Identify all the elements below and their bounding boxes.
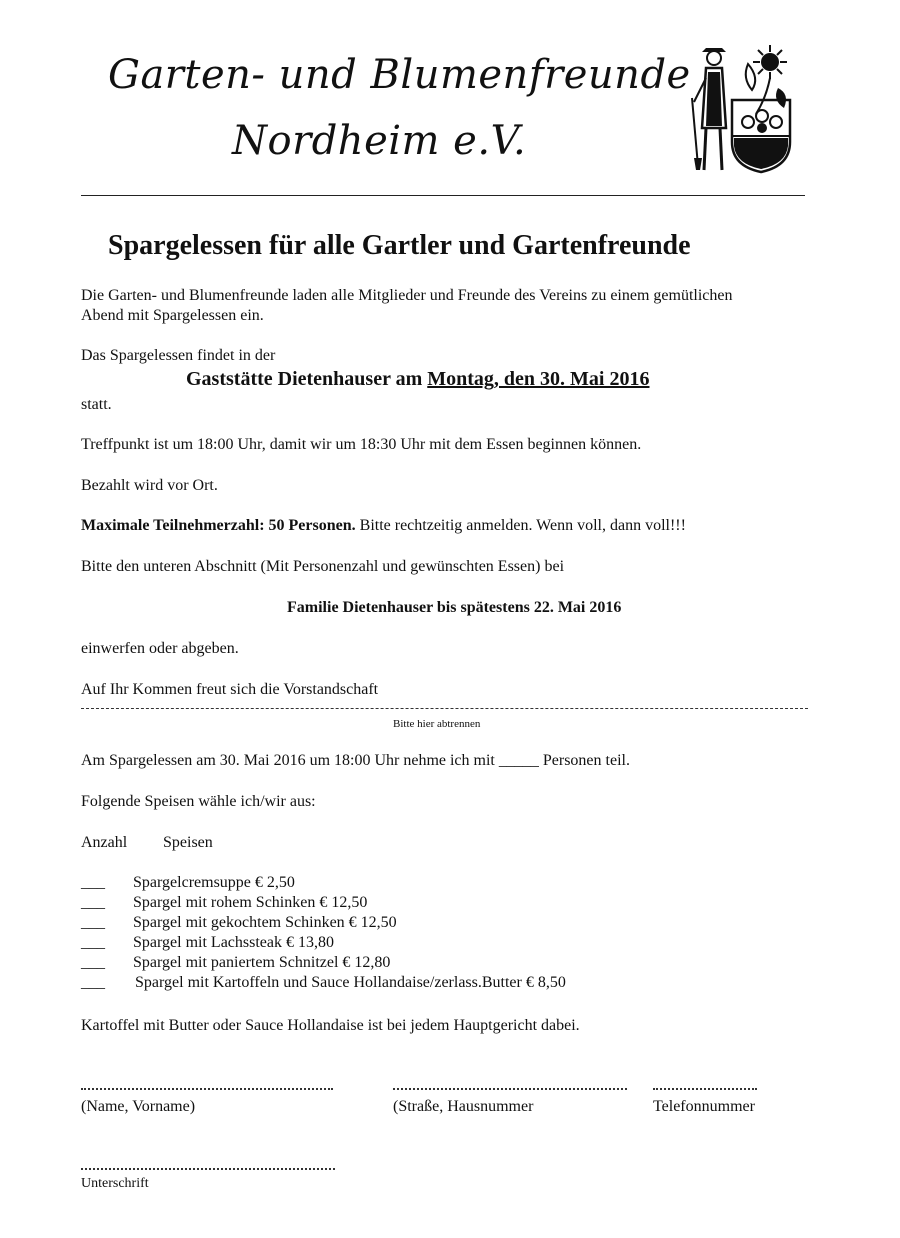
name-field-label: (Name, Vorname) [81,1098,196,1115]
phone-input-line[interactable] [653,1088,757,1090]
attendance-line [81,751,630,771]
menu-item-count-field[interactable]: ___ [81,934,105,951]
meeting-time: Treffpunkt ist um 18:00 Uhr, damit wir um 18:30 Uhr mit dem Essen beginnen können. [81,436,642,453]
menu-item-label: Spargel mit paniertem Schnitzel € 12,80 [133,954,391,971]
capacity-note [81,516,686,536]
menu-item-count-field[interactable]: ___ [81,874,105,891]
choose-dishes: Folgende Speisen wähle ich/wir aus: [81,793,316,810]
drop-off-note: einwerfen oder abgeben. [81,640,239,657]
signature-label: Unterschrift [81,1176,149,1191]
page-title: Spargelessen für alle Gartler und Gartenfreunde [108,230,691,261]
menu-item [81,954,390,972]
attendance-suffix: Personen teil. [538,752,630,769]
capacity-bold: Maximale Teilnehmerzahl: 50 Personen. [81,517,356,534]
venue-statt: statt. [81,396,112,413]
menu-item-label: Spargelcremsuppe € 2,50 [133,874,295,891]
phone-field-label: Telefonnummer [653,1098,755,1115]
menu-item-label: Spargel mit rohem Schinken € 12,50 [133,894,368,911]
menu-item-label: Spargel mit gekochtem Schinken € 12,50 [133,914,397,931]
return-note: Bitte den unteren Abschnitt (Mit Personenzahl und gewünschten Essen) bei [81,558,565,575]
venue-intro: Das Spargelessen findet in der [81,347,276,364]
side-dish-note: Kartoffel mit Butter oder Sauce Hollandaise ist bei jedem Hauptgericht dabei. [81,1017,580,1034]
club-logo-icon [686,38,798,176]
menu-item-count-field[interactable]: ___ [81,974,105,991]
signature-input-line[interactable] [81,1168,335,1170]
menu-item-count-field[interactable]: ___ [81,954,105,971]
menu-item-count-field[interactable]: ___ [81,894,105,911]
venue-line [186,368,649,391]
menu-item-label: Spargel mit Kartoffeln und Sauce Hollandaise/zerlass.Butter € 8,50 [135,974,566,991]
menu-item-label: Spargel mit Lachssteak € 13,80 [133,934,334,951]
menu-item [81,914,397,932]
menu-item [81,894,367,912]
menu-item-count-field[interactable]: ___ [81,914,105,931]
attendance-count-field[interactable]: _____ [498,752,539,769]
cut-line [81,708,808,709]
column-count-header: Anzahl [81,834,128,851]
column-dishes-header: Speisen [163,834,213,851]
event-date: Montag, den 30. Mai 2016 [427,368,650,390]
street-field-label: (Straße, Hausnummer [393,1098,534,1115]
venue-name: Gaststätte Dietenhauser am [186,368,428,390]
intro-line-1: Die Garten- und Blumenfreunde laden alle Mitglieder und Freunde des Vereins zu einem gemütlichen [81,287,733,304]
menu-item [81,934,334,952]
intro-line-2: Abend mit Spargelessen ein. [81,307,264,324]
menu-item [81,874,295,892]
street-input-line[interactable] [393,1088,627,1090]
menu-item [81,974,566,992]
capacity-rest: Bitte rechtzeitig anmelden. Wenn voll, dann voll!!! [355,517,686,534]
payment-note: Bezahlt wird vor Ort. [81,477,218,494]
attendance-text: Am Spargelessen am 30. Mai 2016 um 18:00 Uhr nehme ich mit [81,752,499,769]
club-name-line2: Nordheim e.V. [232,118,527,164]
name-input-line[interactable] [81,1088,333,1090]
header-divider [81,195,805,196]
club-name-line1: Garten- und Blumenfreunde [108,52,691,98]
closing-note: Auf Ihr Kommen freut sich die Vorstandschaft [81,681,379,698]
deadline-note: Familie Dietenhauser bis spätestens 22. Mai 2016 [287,599,622,616]
cut-label: Bitte hier abtrennen [393,718,481,730]
